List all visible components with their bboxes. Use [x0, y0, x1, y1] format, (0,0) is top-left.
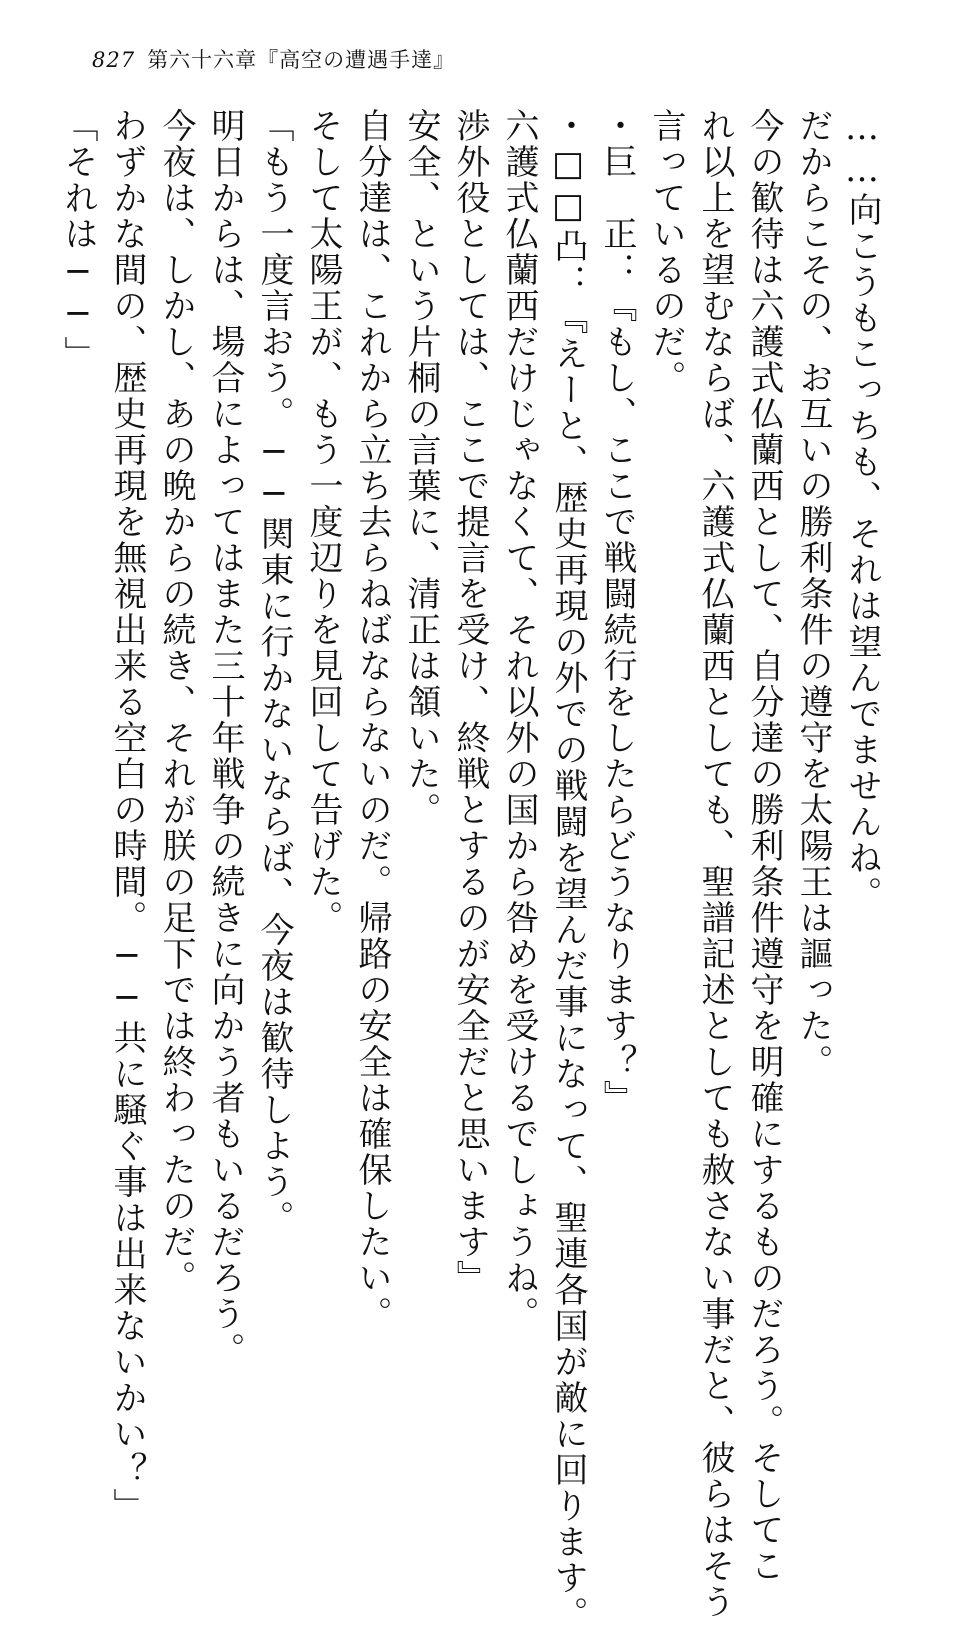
- text-line-5: 言っているのだ。: [646, 108, 686, 396]
- text-line-4: れ以上を望むならば、六護式仏蘭西としても、聖譜記述としても赦さない事だと、彼らはそう: [695, 108, 735, 1620]
- text-line-7: ・□□凸：『えーと、歴史再現の外での戦闘を望んだ事になって、聖連各国が敵に回ります。: [548, 108, 588, 1632]
- text-line-13: 「もう一度言おう。──関東に行かないならば、今夜は歓待しよう。: [254, 108, 294, 1236]
- text-line-17: 「それは──」: [58, 108, 98, 372]
- text-line-16: わずかな間の、歴史再現を無視出来る空白の時間。──共に騒ぐ事は出来ないかい？」: [107, 108, 147, 1524]
- text-line-10: 安全、という片桐の言葉に、清正は頷いた。: [401, 108, 441, 828]
- text-line-8: 六護式仏蘭西だけじゃなくて、それ以外の国から咎めを受けるでしょうね。: [499, 108, 539, 1332]
- text-line-15: 今夜は、しかし、あの晩からの続き、それが朕の足下では終わったのだ。: [156, 108, 196, 1296]
- text-line-11: 自分達は、これから立ち去らねばならないのだ。帰路の安全は確保したい。: [352, 108, 392, 1332]
- chapter-title: 第六十六章『高空の遭遇手達』: [147, 48, 456, 72]
- page-number: 827: [92, 48, 136, 72]
- running-header: [92, 44, 455, 74]
- text-line-3: 今の歓待は六護式仏蘭西として、自分達の勝利条件遵守を明確にするものだろう。そしてこ: [744, 108, 784, 1584]
- text-line-6: ・巨 正：『もし、ここで戦闘続行をしたらどうなります？』: [597, 108, 637, 1116]
- text-line-1: ……向こうもこっちも、それは望んでませんね。: [842, 108, 882, 912]
- text-line-2: だからこその、お互いの勝利条件の遵守を太陽王は謳った。: [793, 108, 833, 1080]
- text-line-14: 明日からは、場合によってはまた三十年戦争の続きに向かう者もいるだろう。: [205, 108, 245, 1368]
- text-line-9: 渉外役としては、ここで提言を受け、終戦とするのが安全だと思います』: [450, 108, 490, 1296]
- text-line-12: そして太陽王が、もう一度辺りを見回して告げた。: [303, 108, 343, 936]
